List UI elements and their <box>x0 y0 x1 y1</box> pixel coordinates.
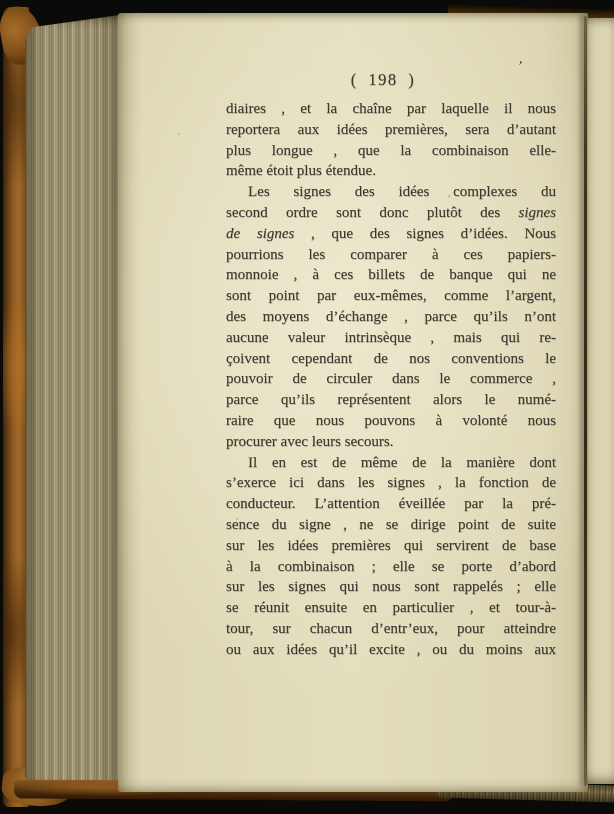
text-line <box>226 432 556 453</box>
text-line <box>226 494 556 515</box>
text-segment: , que des signes d’idées. Nous <box>294 225 556 242</box>
text-line <box>226 640 556 661</box>
text-line <box>226 99 556 120</box>
text-line <box>226 557 556 578</box>
text-line <box>226 390 556 411</box>
text-segment: sence du signe , ne se dirige point de suite <box>226 516 556 533</box>
text-line <box>226 515 556 536</box>
italic-text-segment: signes <box>518 204 556 221</box>
text-line <box>226 411 556 432</box>
text-segment: sur les idées premières qui servirent de base <box>226 537 556 554</box>
page-fold-crease <box>584 16 587 786</box>
left-page-edges <box>25 14 122 794</box>
text-line <box>226 161 556 182</box>
adjacent-page-sliver <box>586 18 614 784</box>
text-segment: ou aux idées qu’il excite , ou du moins aux <box>226 641 556 658</box>
text-line <box>226 182 556 203</box>
main-page <box>118 13 588 792</box>
text-segment: çoivent cependant de nos conventions le <box>226 350 556 367</box>
text-line <box>226 224 556 245</box>
text-segment: reportera aux idées premières, sera d’autant <box>226 121 556 138</box>
text-segment: des moyens d’échange , parce qu’ils n’ont <box>226 308 556 325</box>
text-segment: tour, sur chacun d’entr’eux, pour atteindre <box>226 620 556 637</box>
text-segment: conducteur. L’attention éveillée par la pré- <box>226 496 556 513</box>
text-segment: second ordre sont donc plutôt des <box>226 204 519 221</box>
text-line <box>226 453 556 474</box>
text-segment: diaires , et la chaîne par laquelle il nous <box>226 101 556 117</box>
text-segment: sur les signes qui nous sont rappelés ; elle <box>226 579 556 596</box>
text-line <box>226 120 556 141</box>
text-line <box>226 369 556 390</box>
text-segment: Les signes des idées complexes du <box>248 184 556 201</box>
italic-text-segment: de signes <box>226 225 295 242</box>
body-text <box>226 99 556 661</box>
text-segment: se réunit ensuite en particulier , et tour-à- <box>226 600 556 617</box>
text-segment: s’exerce ici dans les signes , la fonction de <box>226 475 556 492</box>
text-line <box>226 307 556 328</box>
text-line <box>226 619 556 640</box>
text-segment: plus longue , que la combinaison elle- <box>226 142 556 159</box>
text-line <box>226 141 556 162</box>
text-line <box>226 577 556 598</box>
text-segment: pourrions les comparer à ces papiers- <box>226 246 556 263</box>
text-line <box>226 203 556 224</box>
text-line <box>226 349 556 370</box>
text-segment: monnoie , à ces billets de banque qui ne <box>226 267 556 284</box>
text-line <box>226 598 556 619</box>
text-segment: pouvoir de circuler dans le commerce , <box>226 371 556 388</box>
text-segment: sont point par eux-mêmes, comme l’argent, <box>226 288 556 305</box>
text-segment: raire que nous pouvons à volonté nous <box>226 412 556 429</box>
text-line <box>226 286 556 307</box>
text-line <box>226 536 556 557</box>
text-line <box>226 328 556 349</box>
paper-specks <box>118 13 120 15</box>
text-segment: à la combinaison ; elle se porte d’abord <box>226 558 556 575</box>
text-segment: procurer avec leurs secours. <box>226 433 394 450</box>
text-line <box>226 245 556 266</box>
text-segment: aucune valeur intrinsèque , mais qui re- <box>226 329 556 346</box>
text-segment: parce qu’ils représentent alors le numé- <box>226 392 556 409</box>
stray-ink-mark: ’ <box>515 58 524 76</box>
text-segment: même étoit plus étendue. <box>226 163 376 180</box>
page-number: ( 198 ) <box>350 70 416 89</box>
text-line <box>226 473 556 494</box>
text-line <box>226 265 556 286</box>
text-segment: Il en est de même de la manière dont <box>248 454 556 471</box>
